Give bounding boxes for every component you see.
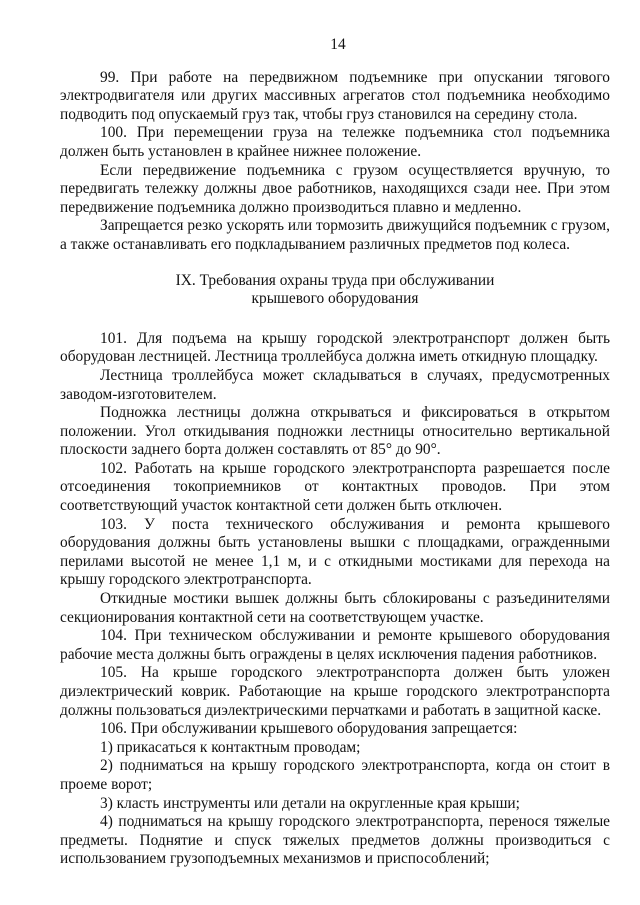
list-item-4: 4) подниматься на крышу городского электротранспорта, перенося тяжелые предметы. Поднятие и спуск тяжелых предметов должны производиться с использованием грузоподъемных механизмов и приспособлений; bbox=[60, 813, 610, 868]
paragraph-bridges-interlock: Откидные мостики вышек должны быть сблокированы с разъединителями секционирования контактной сети на соответствующем участке. bbox=[60, 590, 610, 626]
page-number: 14 bbox=[330, 36, 346, 53]
paragraph-104: 104. При техническом обслуживании и ремонте крышевого оборудования рабочие места должны быть ограждены в целях исключения падения работников. bbox=[60, 627, 610, 663]
section-heading-line1: IX. Требования охраны труда при обслуживании bbox=[175, 271, 495, 289]
paragraph-106: 106. При обслуживании крышевого оборудования запрещается: bbox=[100, 720, 518, 738]
paragraph-101: 101. Для подъема на крышу городской электротранспорт должен быть оборудован лестницей. Лестница троллейбуса должна иметь откидную площадку. bbox=[60, 329, 610, 366]
paragraph-ladder-step: Подножка лестницы должна открываться и фиксироваться в открытом положении. Угол откидывания подножки лестницы относительно вертикальной плоскости заднего борта должен составлять от 85° до 90°. bbox=[60, 404, 610, 459]
paragraph-manual-movement: Если передвижение подъемника с грузом осуществляется вручную, то передвигать тележку должны двое работников, находящихся сзади нее. При этом передвижение подъемника должно производиться плавно и медленно. bbox=[60, 161, 610, 216]
paragraph-prohibition-braking: Запрещается резко ускорять или тормозить движущийся подъемник с грузом, а также останавливать его подкладыванием различных предметов под колеса. bbox=[60, 217, 610, 253]
paragraph-100: 100. При перемещении груза на тележке подъемника стол подъемника должен быть установлен в крайнее нижнее положение. bbox=[60, 124, 610, 160]
list-item-1: 1) прикасаться к контактным проводам; bbox=[100, 738, 361, 756]
section-heading bbox=[60, 272, 610, 309]
section-heading-line2: крышевого оборудования bbox=[251, 290, 419, 308]
paragraph-99: 99. При работе на передвижном подъемнике при опускании тягового электродвигателя или других массивных агрегатов стол подъемника необходимо подводить под опускаемый груз так, чтобы груз становился на середину стола. bbox=[60, 68, 610, 123]
paragraph-103: 103. У поста технического обслуживания и ремонта крышевого оборудования должны быть установлены вышки с площадками, огражденными перилами высотой не менее 1,1 м, и с откидными мостиками для перехода на крышу городского электротранспорта. bbox=[60, 515, 610, 589]
paragraph-ladder-folding: Лестница троллейбуса может складываться в случаях, предусмотренных заводом-изготовителем. bbox=[60, 366, 610, 403]
paragraph-102: 102. Работать на крыше городского электротранспорта разрешается после отсоединения токоприемников от контактных проводов. При этом соответствующий участок контактной сети должен быть отключен. bbox=[60, 459, 610, 515]
paragraph-105: 105. На крыше городского электротранспорта должен быть уложен диэлектрический коврик. Работающие на крыше городского электротранспорта должны пользоваться диэлектрическими перчатками и работать в защитной каске. bbox=[60, 664, 610, 719]
list-item-2: 2) подниматься на крышу городского электротранспорта, когда он стоит в проеме ворот; bbox=[60, 757, 610, 793]
document-page bbox=[60, 36, 610, 869]
list-item-3: 3) класть инструменты или детали на округленные края крыши; bbox=[100, 794, 520, 812]
